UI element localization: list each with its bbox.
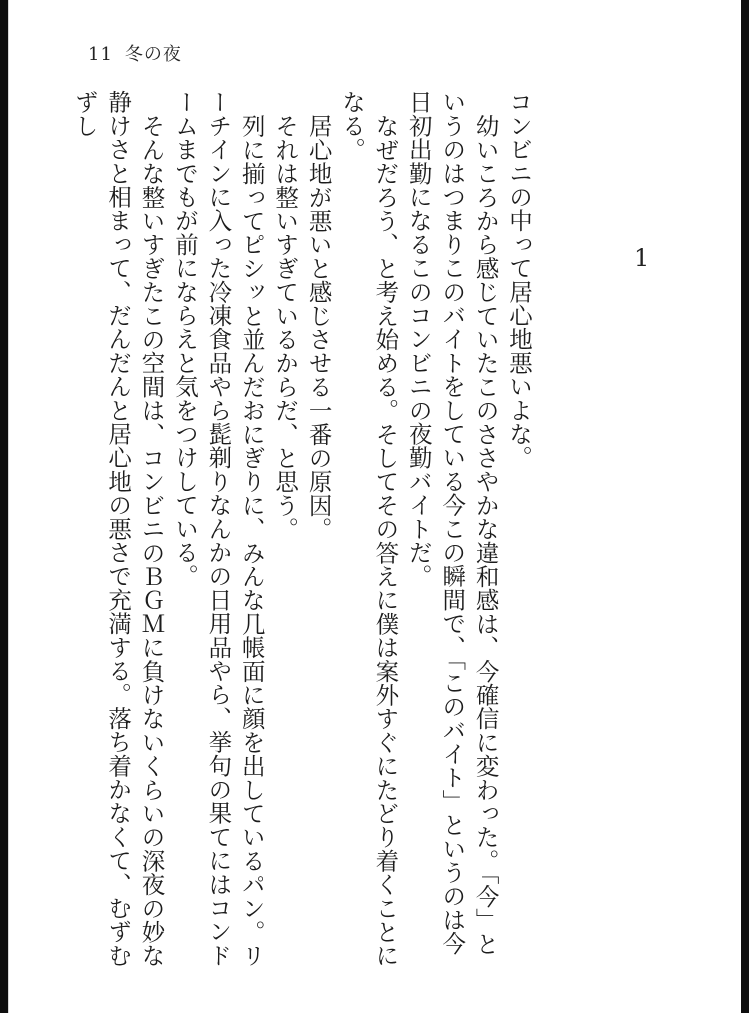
paragraph: 列に揃ってピシッと並んだおにぎりに、みんな几帳面に顔を出しているパン。リーチインに入った冷凍食品やら髭剃りなんかの日用品やら、挙句の果てにはコンドームまでもが前にならえと気をつけしている。 [170, 90, 266, 967]
running-head [88, 40, 182, 66]
screen-edge-left [0, 0, 8, 1013]
paragraph: 居心地が悪いと感じさせる一番の原因。 [304, 113, 333, 541]
body-text [67, 90, 535, 970]
page-number: 11 [88, 44, 113, 65]
chapter-number: 1 [634, 244, 650, 272]
page-gutter-line [8, 0, 9, 1013]
paragraph: そんな整いすぎたこの空間は、コンビニのＢＧＭに負けないくらいの深夜の妙な静けさと相まって、だんだんと居心地の悪さで充満する。落ち着かなくて、むずむずし [70, 90, 166, 967]
paragraph: コンビニの中って居心地悪いよな。 [505, 90, 533, 470]
paragraph: 幼いころから感じていたこのささやかな違和感は、今確信に変わった。「今」というのはつまりこのバイトをしている今この瞬間で、「このバイト」というのは今日初出勤になるこのコンビニの夜勤バイトだ。 [404, 90, 500, 956]
paragraph: それは整いすぎているからだ、と思う。 [271, 113, 300, 541]
book-page[interactable] [8, 0, 741, 1013]
paragraph: なぜだろう、と考え始める。そしてその答えに僕は案外すぐにたどり着くことになる。 [337, 90, 400, 967]
running-head-title: 冬の夜 [124, 44, 182, 65]
screen-edge-right [741, 0, 749, 1013]
